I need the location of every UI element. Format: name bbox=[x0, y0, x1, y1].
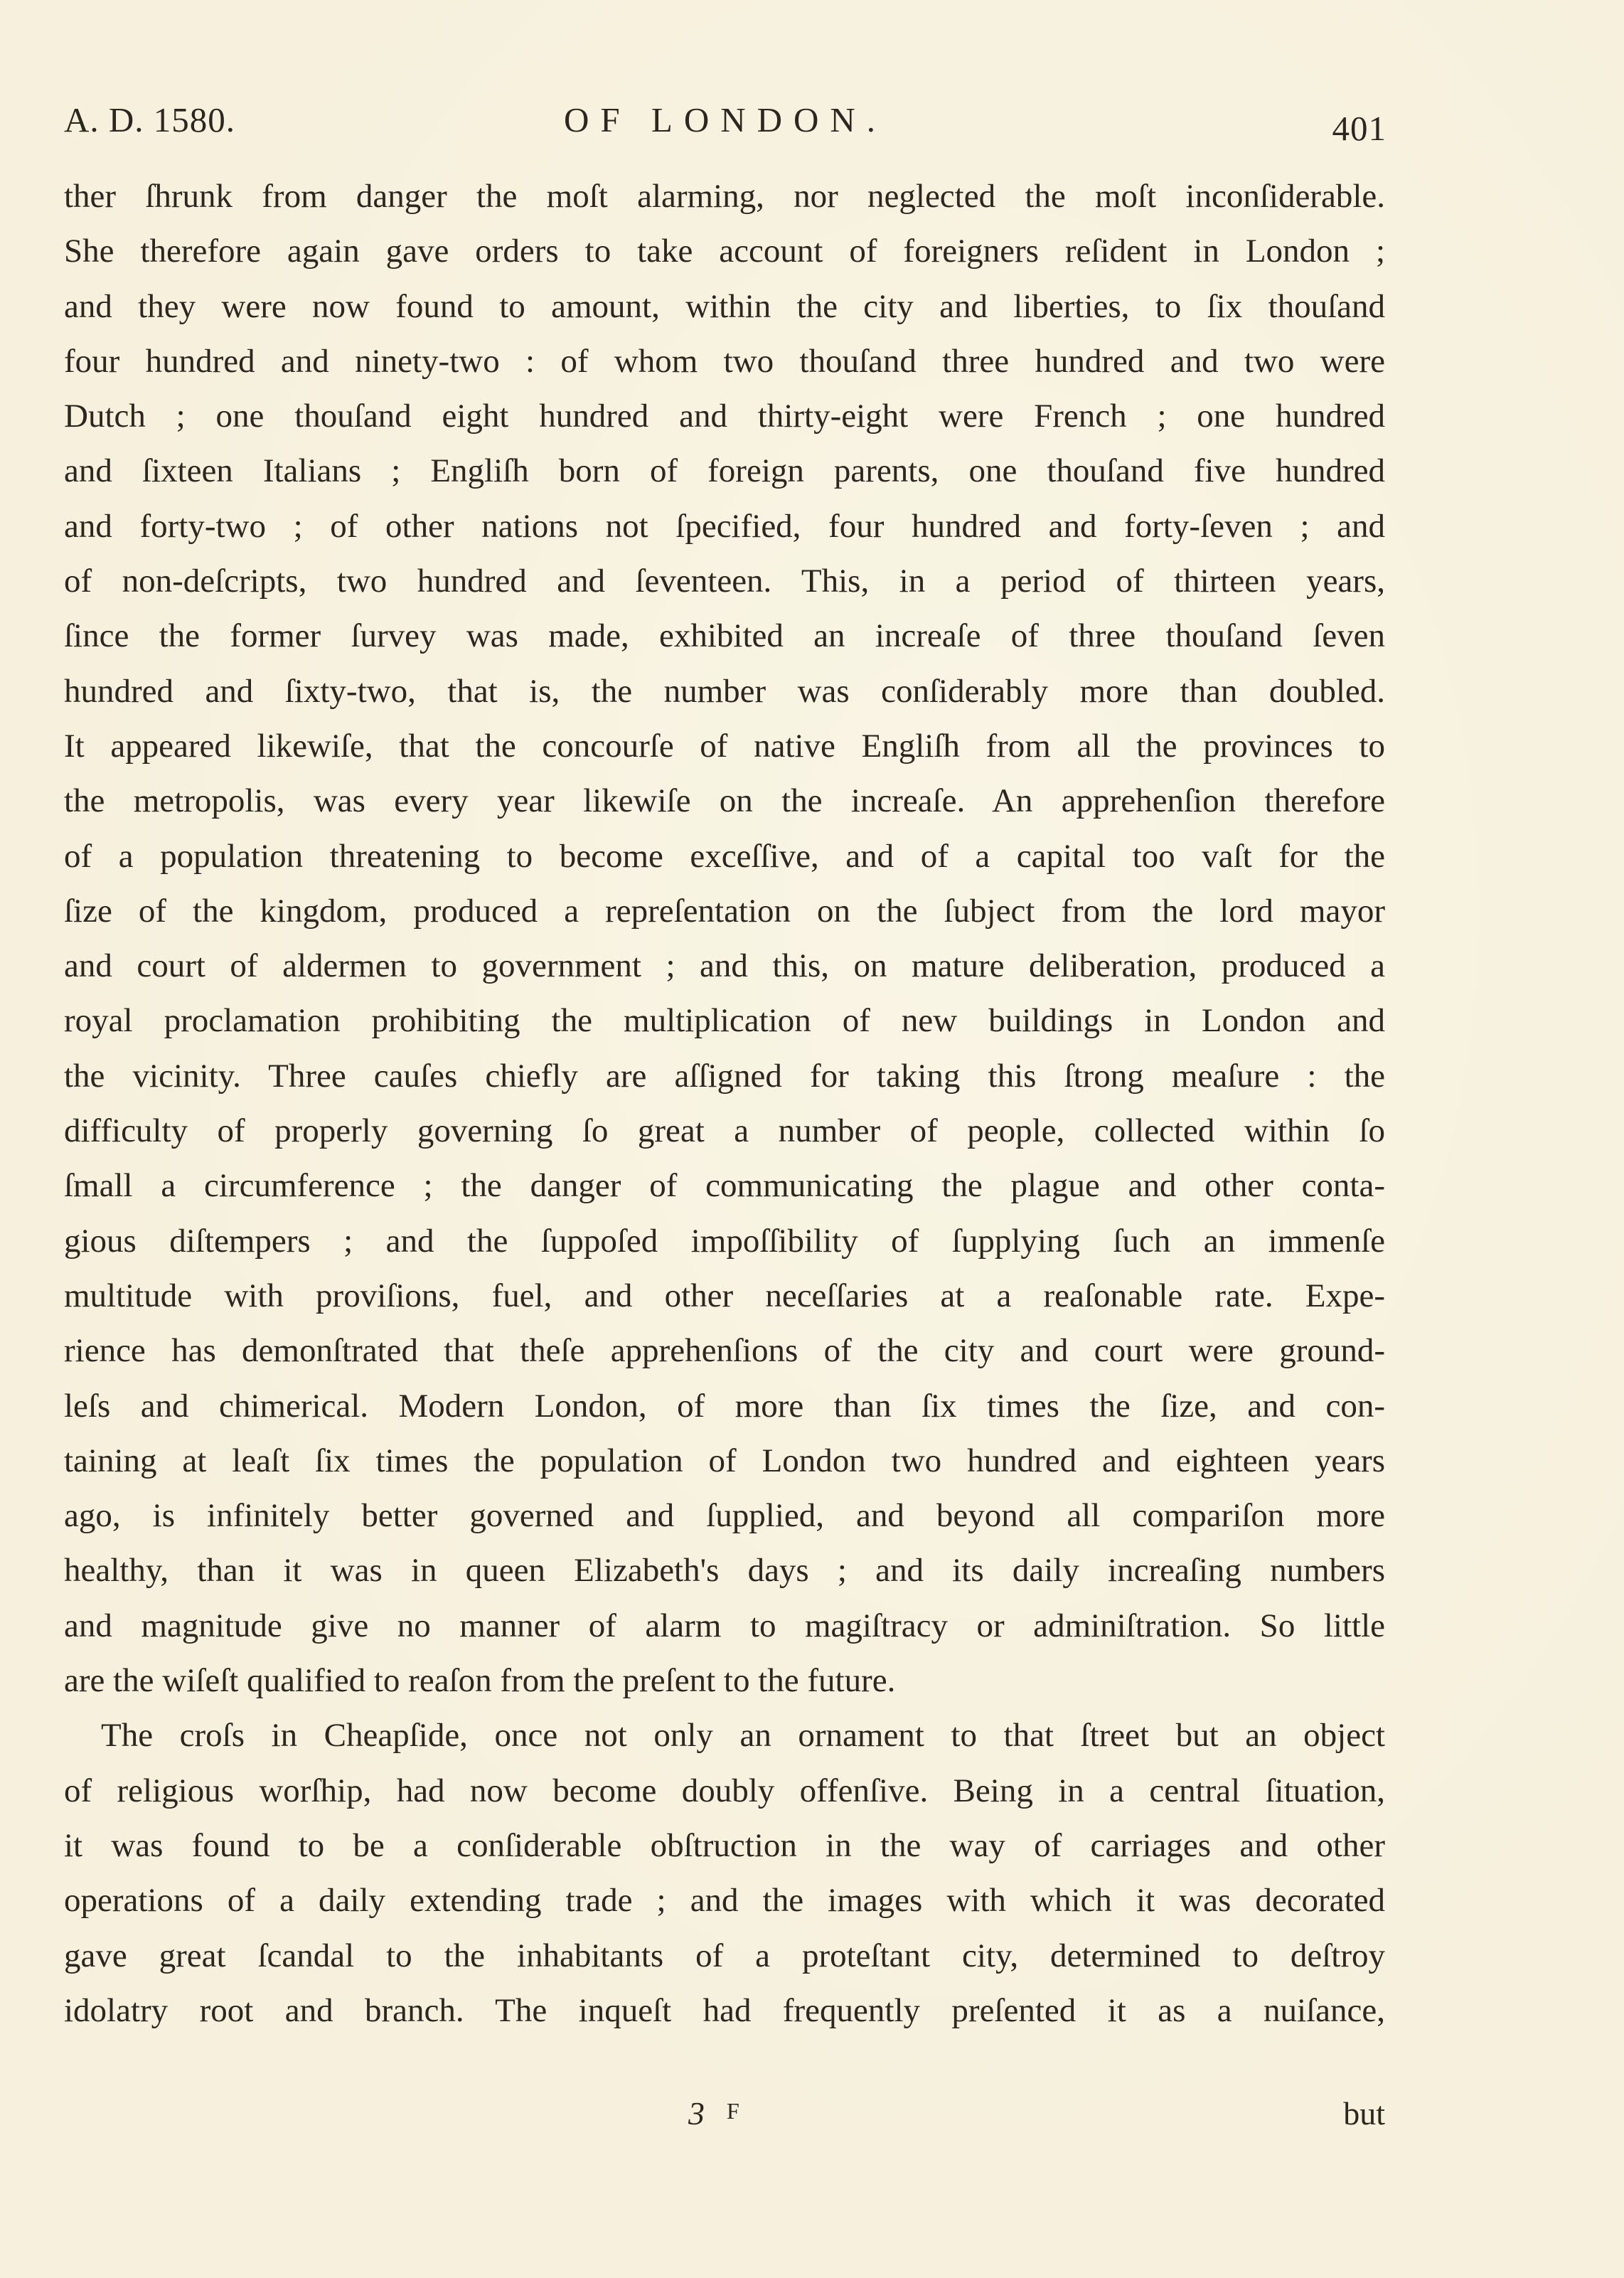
header-date: A. D. 1580. bbox=[64, 100, 236, 139]
text-line: taining at leaſt ſix times the population of London two hundred and eighteen years bbox=[64, 1442, 1385, 1479]
text-line: four hundred and ninety-two : of whom two thouſand three hundred and two were bbox=[64, 342, 1385, 380]
text-line: ſize of the kingdom, produced a repreſentation on the ſubject from the lord mayor bbox=[64, 892, 1385, 930]
header-title: OF LONDON. bbox=[564, 100, 887, 139]
running-header bbox=[64, 100, 1387, 149]
text-line: She therefore again gave orders to take account of foreigners reſident in London ; bbox=[64, 233, 1385, 270]
text-line: healthy, than it was in queen Elizabeth's days ; and its daily increaſing numbers bbox=[64, 1552, 1385, 1590]
text-line: and court of aldermen to government ; and this, on mature deliberation, produced a bbox=[64, 947, 1385, 985]
text-line: ago, is infinitely better governed and ſupplied, and beyond all compariſon more bbox=[64, 1497, 1385, 1535]
signature-mark: 3 bbox=[688, 2095, 705, 2131]
text-line: and ſixteen Italians ; Engliſh born of foreign parents, one thouſand five hundred bbox=[64, 452, 1385, 490]
text-line: of non-deſcripts, two hundred and ſeventeen. This, in a period of thirteen years, bbox=[64, 563, 1385, 600]
text-line: gious diſtempers ; and the ſuppoſed impoſſibility of ſupplying ſuch an immenſe bbox=[64, 1222, 1385, 1260]
text-line: multitude with proviſions, fuel, and other neceſſaries at a reaſonable rate. Expe- bbox=[64, 1277, 1385, 1314]
text-line: Dutch ; one thouſand eight hundred and thirty-eight were French ; one hundred bbox=[64, 398, 1385, 435]
text-line: royal proclamation prohibiting the multiplication of new buildings in London and bbox=[64, 1002, 1385, 1040]
page-number: 401 bbox=[1332, 109, 1387, 148]
text-line: ſmall a circumference ; the danger of communicating the plague and other conta- bbox=[64, 1167, 1385, 1205]
text-line: gave great ſcandal to the inhabitants of a proteſtant city, determined to deſtroy bbox=[64, 1937, 1385, 1974]
text-line: it was found to be a conſiderable obſtruction in the way of carriages and other bbox=[64, 1826, 1385, 1864]
body-text bbox=[64, 169, 1385, 2038]
signature-letter: F bbox=[727, 2098, 739, 2124]
text-line: difficulty of properly governing ſo great a number of people, collected within ſo bbox=[64, 1112, 1385, 1150]
text-line: are the wiſeſt qualified to reaſon from the preſent to the future. bbox=[64, 1662, 896, 1700]
text-line: hundred and ſixty-two, that is, the number was conſiderably more than doubled. bbox=[64, 672, 1385, 710]
text-line: the metropolis, was every year likewiſe on the increaſe. An apprehenſion therefore bbox=[64, 782, 1385, 820]
text-line: of a population threatening to become exceſſive, and of a capital too vaſt for the bbox=[64, 837, 1385, 875]
text-line: It appeared likewiſe, that the concourſe of native Engliſh from all the provinces to bbox=[64, 727, 1385, 765]
text-line: ſince the former ſurvey was made, exhibited an increaſe of three thouſand ſeven bbox=[64, 617, 1385, 655]
text-line: operations of a daily extending trade ; and the images with which it was decorated bbox=[64, 1882, 1385, 1920]
text-line: ther ſhrunk from danger the moſt alarming, nor neglected the moſt inconſiderable. bbox=[64, 178, 1385, 215]
text-line: the vicinity. Three cauſes chiefly are aſſigned for taking this ſtrong meaſure : the bbox=[64, 1057, 1385, 1095]
text-line: and magnitude give no manner of alarm to magiſtracy or adminiſtration. So little bbox=[64, 1607, 1385, 1644]
text-line: rience has demonſtrated that theſe apprehenſions of the city and court were ground- bbox=[64, 1332, 1385, 1370]
text-line: and forty-two ; of other nations not ſpecified, four hundred and forty-ſeven ; and bbox=[64, 507, 1385, 545]
text-line: of religious worſhip, had now become doubly offenſive. Being in a central ſituation, bbox=[64, 1772, 1385, 1809]
text-line: and they were now found to amount, within the city and liberties, to ſix thouſand bbox=[64, 287, 1385, 325]
text-line: The croſs in Cheapſide, once not only an ornament to that ſtreet but an object bbox=[101, 1717, 1385, 1755]
catchword: but bbox=[1343, 2095, 1385, 2131]
text-line: leſs and chimerical. Modern London, of more than ſix times the ſize, and con- bbox=[64, 1387, 1385, 1425]
text-line: idolatry root and branch. The inqueſt had frequently preſented it as a nuiſance, bbox=[64, 1991, 1385, 2029]
